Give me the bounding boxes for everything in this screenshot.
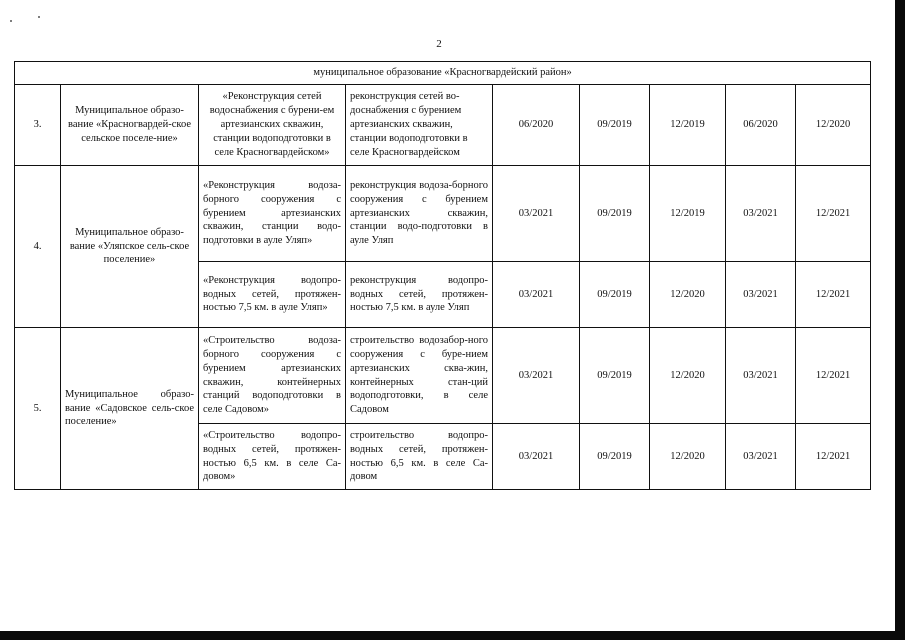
project-name-cell: «Строительство водоза-борного сооружения с бурением артезианских скважин, контейнерных станций водоподготовки в селе Садовом» bbox=[199, 328, 346, 424]
date-cell: 03/2021 bbox=[726, 262, 796, 328]
date-cell: 03/2021 bbox=[493, 166, 580, 262]
project-description-cell: реконструкция сетей во-доснабжения с бурением артезианских скважин, станции водоподготовки в селе Красногвардейском bbox=[346, 85, 493, 166]
date-cell: 03/2021 bbox=[493, 328, 580, 424]
section-header-row bbox=[15, 62, 871, 85]
project-description-cell: строительство водозабор-ного сооружения с буре-нием артезианских сква-жин, контейнерных стан-ций водоподготовки, в селе Садовом bbox=[346, 328, 493, 424]
row-number: 3. bbox=[15, 85, 61, 166]
project-name-cell: «Реконструкция водоза-борного сооружения с бурением артезианских скважин, станции водо-подготовки в ауле Уляп» bbox=[199, 166, 346, 262]
section-header: муниципальное образование «Красногвардейский район» bbox=[15, 62, 871, 85]
date-cell: 03/2021 bbox=[726, 166, 796, 262]
scan-speck bbox=[10, 20, 12, 22]
scan-speck bbox=[38, 16, 40, 18]
municipality-cell: Муниципальное образо-вание «Красногвардей-ское сельское поселе-ние» bbox=[61, 85, 199, 166]
project-description-cell: строительство водопро-водных сетей, протяжен-ностью 6,5 км. в селе Са-довом bbox=[346, 424, 493, 490]
row-number: 4. bbox=[15, 166, 61, 328]
date-cell: 06/2020 bbox=[726, 85, 796, 166]
date-cell: 12/2019 bbox=[650, 85, 726, 166]
date-cell: 12/2020 bbox=[650, 424, 726, 490]
date-cell: 09/2019 bbox=[580, 85, 650, 166]
date-cell: 03/2021 bbox=[726, 424, 796, 490]
table-row bbox=[15, 328, 871, 424]
project-name-cell: «Реконструкция сетей водоснабжения с бурени-ем артезианских скважин, станции водоподготовки в селе Красногвардейском» bbox=[199, 85, 346, 166]
date-cell: 12/2021 bbox=[796, 262, 871, 328]
table-row bbox=[15, 85, 871, 166]
project-name-cell: «Реконструкция водопро-водных сетей, протяжен-ностью 7,5 км. в ауле Уляп» bbox=[199, 262, 346, 328]
date-cell: 09/2019 bbox=[580, 166, 650, 262]
date-cell: 03/2021 bbox=[493, 424, 580, 490]
project-description-cell: реконструкция водоза-борного сооружения с бурением артезианских скважин, станции водо-подготовки в ауле Уляп bbox=[346, 166, 493, 262]
date-cell: 12/2020 bbox=[650, 328, 726, 424]
date-cell: 09/2019 bbox=[580, 262, 650, 328]
municipality-cell: Муниципальное образо-вание «Уляпское сель-ское поселение» bbox=[61, 166, 199, 328]
date-cell: 03/2021 bbox=[726, 328, 796, 424]
date-cell: 12/2020 bbox=[796, 85, 871, 166]
projects-table bbox=[14, 61, 871, 490]
date-cell: 09/2019 bbox=[580, 328, 650, 424]
row-number: 5. bbox=[15, 328, 61, 490]
date-cell: 09/2019 bbox=[580, 424, 650, 490]
table-row bbox=[15, 166, 871, 262]
date-cell: 12/2021 bbox=[796, 328, 871, 424]
date-cell: 12/2021 bbox=[796, 166, 871, 262]
project-description-cell: реконструкция водопро-водных сетей, протяжен-ностью 7,5 км. в ауле Уляп bbox=[346, 262, 493, 328]
scan-border-bottom bbox=[0, 631, 905, 640]
project-name-cell: «Строительство водопро-водных сетей, протяжен-ностью 6,5 км. в селе Са-довом» bbox=[199, 424, 346, 490]
date-cell: 03/2021 bbox=[493, 262, 580, 328]
page-number: 2 bbox=[436, 38, 442, 50]
date-cell: 12/2020 bbox=[650, 262, 726, 328]
scan-border-right bbox=[895, 0, 905, 640]
municipality-cell: Муниципальное образо-вание «Садовское сель-ское поселение» bbox=[61, 328, 199, 490]
date-cell: 06/2020 bbox=[493, 85, 580, 166]
date-cell: 12/2019 bbox=[650, 166, 726, 262]
date-cell: 12/2021 bbox=[796, 424, 871, 490]
